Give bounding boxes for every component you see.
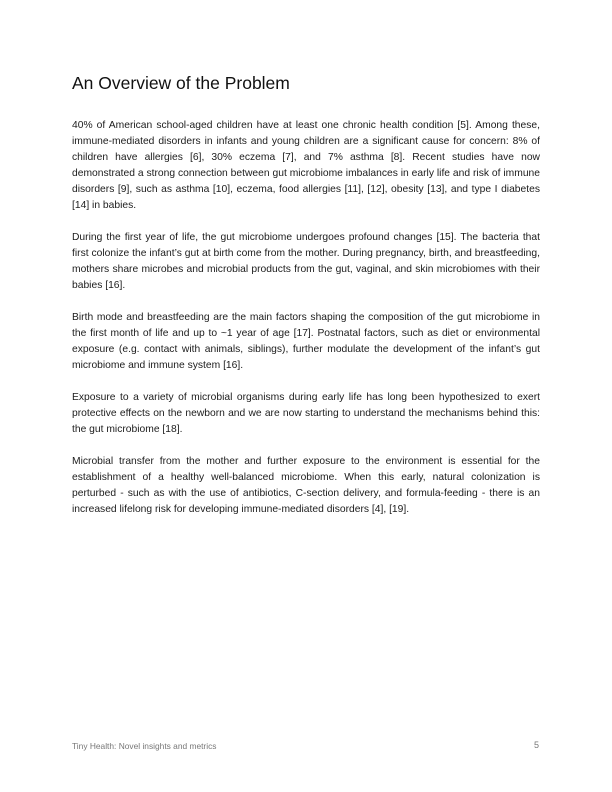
body-content: [72, 118, 540, 534]
paragraph-first-year: During the first year of life, the gut microbiome undergoes profound changes [15]. The bacteria that first colonize the infant’s gut at birth come from the mother. During pregnancy, birth, and breastfeeding, mothers share microbes and microbial products from the gut, vaginal, and skin microbiomes with their babies [16].: [72, 232, 540, 291]
page-title: An Overview of the Problem: [72, 73, 290, 93]
paragraph-birth-mode: Birth mode and breastfeeding are the main factors shaping the composition of the gut microbiome in the first month of life and up to ~1 year of age [17]. Postnatal factors, such as diet or environmental exposure (e.g. contact with animals, siblings), further modulate the development of the infant’s gut microbiome and immune system [16].: [72, 312, 540, 371]
paragraph-microbial-transfer: Microbial transfer from the mother and further exposure to the environment is essential for the establishment of a healthy well-balanced microbiome. When this early, natural colonization is perturbed - such as with the use of antibiotics, C-section delivery, and formula-feeding - there is an increased lifelong risk for developing immune-mediated disorders [4], [19].: [72, 456, 540, 515]
page-number: 5: [533, 740, 539, 750]
footer-text: Tiny Health: Novel insights and metrics: [72, 741, 217, 751]
paragraph-exposure: Exposure to a variety of microbial organisms during early life has long been hypothesized to exert protective effects on the newborn and we are now starting to understand the mechanisms behind this: the gut microbiome [18].: [72, 392, 540, 435]
paragraph-chronic-conditions: 40% of American school-aged children have at least one chronic health condition [5]. Among these, immune-mediated disorders in infants and young children are a significant cause for concern: 8% of children have allergies [6], 30% eczema [7], and 7% asthma [8]. Recent studies have now demonstrated a strong connection between gut microbiome imbalances in early life and risk of immune disorders [9], such as asthma [10], eczema, food allergies [11], [12], obesity [13], and type I diabetes [14] in babies.: [72, 120, 540, 211]
